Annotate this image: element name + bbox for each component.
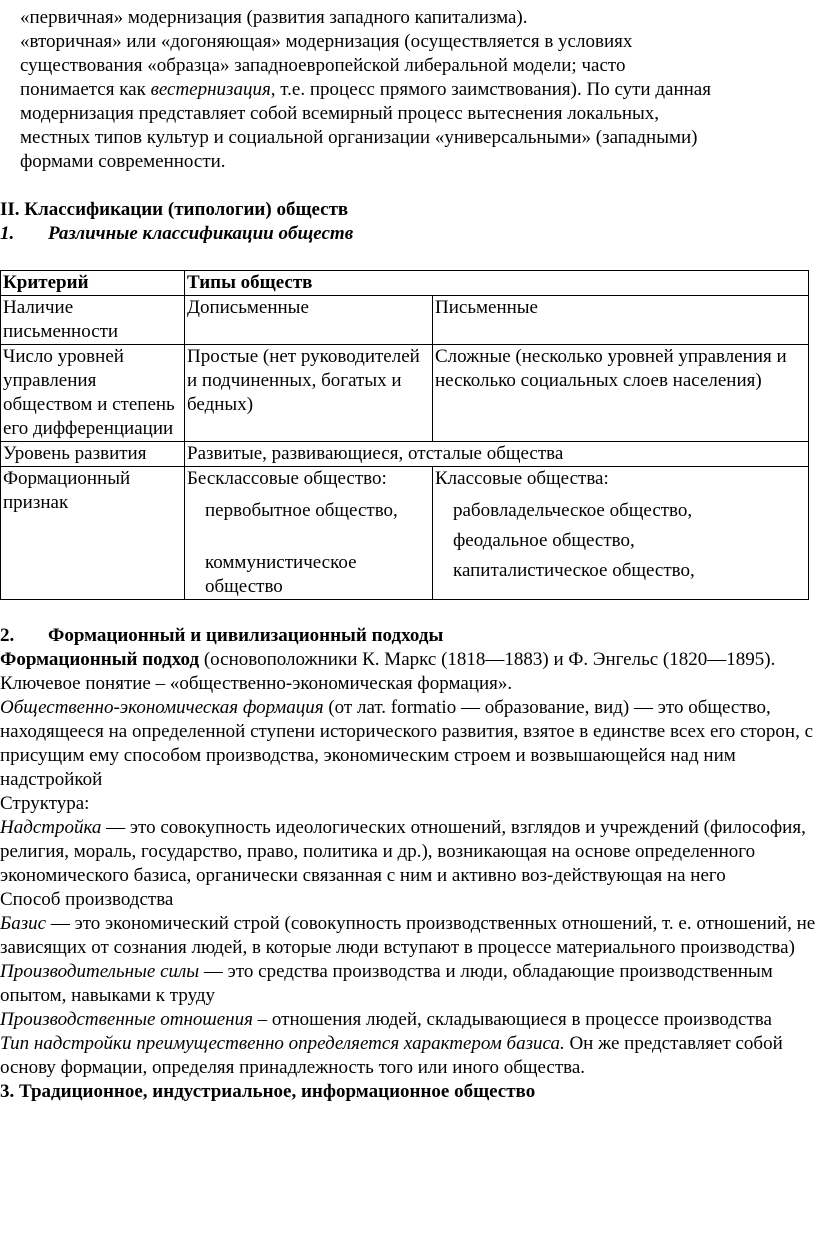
section-heading: 3. Традиционное, индустриальное, информационное общество	[0, 1081, 536, 1102]
document-page	[0, 6, 816, 1104]
table-cell: Наличие письменности	[1, 296, 185, 345]
paragraph	[0, 816, 816, 888]
class-list	[435, 491, 806, 583]
table-header-row	[1, 271, 809, 296]
term-superstructure-type: Тип надстройки преимущественно определяется характером базиса.	[0, 1033, 565, 1054]
intro-line: существования «образца» западноевропейской либеральной модели; часто	[20, 55, 626, 76]
paragraph	[0, 960, 816, 1008]
classification-table	[0, 270, 809, 600]
intro-line: модернизация представляет собой всемирный процесс вытеснения локальных,	[20, 103, 660, 124]
paragraph-text: (основоположники К. Маркс (1818—1883) и Ф. Энгельс (1820—1895). Ключевое понятие – «общественно-экономическая формация».	[0, 649, 776, 694]
term-superstructure: Надстройка	[0, 817, 102, 838]
paragraph-text: – отношения людей, складывающиеся в процессе производства	[252, 1009, 772, 1030]
table-row	[1, 296, 809, 345]
table-cell: Число уровней управления обществом и степень его дифференциации	[1, 345, 185, 442]
intro-text: понимается как	[20, 79, 151, 100]
list-item: коммунистическое общество	[205, 552, 357, 597]
list-item: капиталистическое общество,	[453, 560, 695, 581]
intro-line: местных типов культур и социальной организации «универсальными» (западными)	[20, 127, 698, 148]
table-cell: Простые (нет руководителей и подчиненных, богатых и бедных)	[185, 345, 433, 442]
paragraph	[0, 648, 816, 696]
subsection-number: 2.	[0, 625, 15, 646]
subsection-heading	[0, 624, 816, 648]
section-heading: II. Классификации (типологии) обществ	[0, 199, 349, 220]
paragraph-text: — это совокупность идеологических отношений, взглядов и учреждений (философия, религия, мораль, государство, право, политика и др.), возникающая на основе определенного экономического базиса, органически связанная с ним и активно воз-действующая на него	[0, 817, 806, 886]
paragraph: Структура:	[0, 793, 90, 814]
header-criterion: Критерий	[1, 271, 185, 296]
paragraph: Способ производства	[0, 889, 174, 910]
table-cell	[433, 467, 809, 600]
paragraph	[0, 1008, 816, 1032]
term-formation: Общественно-экономическая формация	[0, 697, 324, 718]
class-heading: Классовые общества:	[435, 468, 609, 489]
table-cell: Письменные	[433, 296, 809, 345]
term-basis: Базис	[0, 913, 47, 934]
westernization-term: вестернизация	[150, 79, 271, 100]
table-cell	[185, 467, 433, 600]
classless-list	[187, 491, 430, 599]
paragraph-text: — это средства производства и люди, обладающие производственным опытом, навыками к труду	[0, 961, 773, 1006]
paragraph	[0, 696, 816, 792]
intro-text: , т.е. процесс прямого заимствования). По сути данная	[270, 79, 711, 100]
table-cell: Развитые, развивающиеся, отсталые общества	[185, 442, 809, 467]
table-row	[1, 345, 809, 442]
list-item: первобытное общество,	[205, 500, 398, 521]
intro-line: формами современности.	[20, 151, 226, 172]
paragraph	[0, 912, 816, 960]
paragraph	[0, 1032, 816, 1080]
paragraph-text: (от лат. formatio — образование, вид) — это общество, находящееся на определенной ступени исторического развития, взятое в единстве всех его сторон, с присущим ему способом производства, экономическим строем и возвышающейся над ним надстройкой	[0, 697, 814, 790]
table-cell: Формационный признак	[1, 467, 185, 600]
intro-line	[20, 78, 816, 102]
list-item: рабовладельческое общество,	[453, 500, 693, 521]
intro-block	[0, 6, 816, 174]
term-production-relations: Производственные отношения	[0, 1009, 253, 1030]
intro-line: «вторичная» или «догоняющая» модернизация (осуществляется в условиях	[20, 31, 633, 52]
subsection-number: 1.	[0, 223, 15, 244]
term-formation-approach: Формационный подход	[0, 649, 200, 670]
table-cell: Уровень развития	[1, 442, 185, 467]
subsection-heading	[0, 222, 816, 246]
classless-heading: Бесклассовые общество:	[187, 468, 387, 489]
table-cell: Дописьменные	[185, 296, 433, 345]
subsection-title: Формационный и цивилизационный подходы	[48, 625, 444, 646]
list-item: феодальное общество,	[453, 530, 635, 551]
subsection-title: Различные классификации обществ	[48, 223, 354, 244]
term-productive-forces: Производительные силы	[0, 961, 200, 982]
header-types: Типы обществ	[185, 271, 809, 296]
table-cell: Сложные (несколько уровней управления и несколько социальных слоев населения)	[433, 345, 809, 442]
paragraph-text: — это экономический строй (совокупность производственных отношений, т. е. отношений, не зависящих от сознания людей, в которые люди вступают в процессе материального производства)	[0, 913, 816, 958]
paragraph-text: Он же представляет собой основу формации, определяя принадлежность того или иного общества.	[0, 1033, 783, 1078]
table-row	[1, 467, 809, 600]
table-row	[1, 442, 809, 467]
intro-line: «первичная» модернизация (развития западного капитализма).	[20, 7, 528, 28]
